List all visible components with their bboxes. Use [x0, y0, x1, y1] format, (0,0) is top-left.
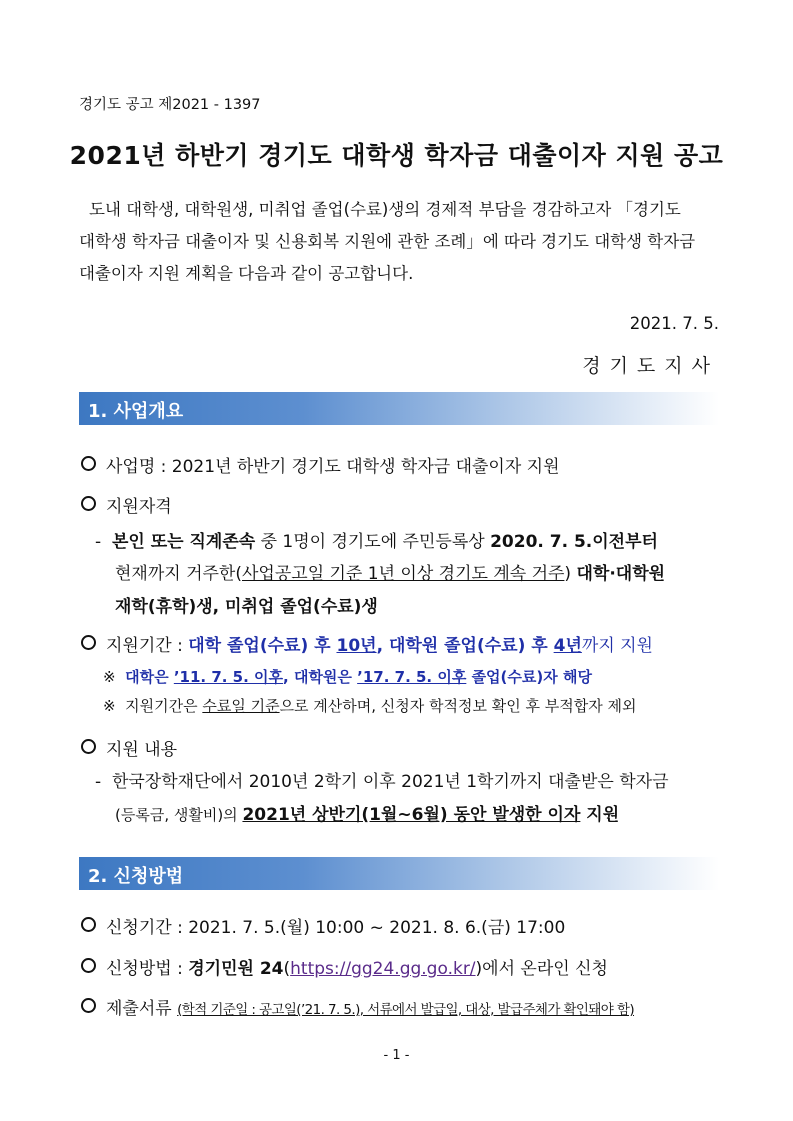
elig-residence-condition: 사업공고일 기준 1년 이상 경기도 계속 거주 [242, 564, 565, 584]
apply-period-text: 신청기간 : 2021. 7. 5.(월) 10:00 ~ 2021. 8. 6.(금) 17:00 [106, 918, 566, 938]
note1-college-date: ’11. 7. 5. 이후 [173, 668, 284, 686]
note-graduation-dates [103, 666, 592, 687]
note1-grad-date: ’17. 7. 5. 이후 [357, 668, 467, 686]
issuer-name: 경기도지사 [582, 355, 719, 377]
bullet-apply-period [81, 913, 565, 938]
period-text: 까지 지원 [581, 636, 653, 656]
method-text: 신청방법 : [106, 959, 189, 979]
elig-text: 중 1명이 경기도에 주민등록상 [255, 532, 491, 552]
dash-marker: - [95, 532, 102, 552]
method-portal-name: 경기민원 24 [188, 959, 284, 979]
dash-marker: - [95, 772, 102, 792]
section-2-header [79, 857, 719, 890]
circle-bullet-icon [81, 739, 96, 754]
period-text: , 대학원 졸업(수료) 후 [376, 636, 554, 656]
circle-bullet-icon [81, 958, 96, 973]
content-interest-period: 2021년 상반기(1월~6월) 동안 발생한 이자 [242, 805, 581, 825]
gg24-link[interactable]: https://gg24.gg.go.kr/ [290, 959, 476, 979]
note1-text: 졸업(수료)자 해당 [466, 668, 592, 686]
eligibility-line-2 [115, 559, 665, 584]
section-2-title: 2. 신청방법 [88, 866, 184, 887]
content-line-2 [115, 800, 619, 825]
note2-basis: 수료일 기준 [202, 697, 280, 715]
period-label: 지원기간 : [106, 636, 189, 656]
bullet-support-content [81, 735, 177, 760]
eligibility-label: 지원자격 [106, 497, 172, 517]
intro-line-2: 대학생 학자금 대출이자 및 신용회복 지원에 관한 조례」에 따라 경기도 대학생 학자금 [79, 232, 696, 251]
content-text: 한국장학재단에서 2010년 2학기 이후 2021년 1학기까지 대출받은 학자금 [111, 772, 669, 792]
circle-bullet-icon [81, 917, 96, 932]
circle-bullet-icon [81, 496, 96, 511]
note2-text: 지원기간은 [125, 697, 203, 715]
note-mark: ※ [103, 668, 116, 686]
eligibility-line-1 [95, 527, 658, 552]
intro-line-3: 대출이자 지원 계획을 다음과 같이 공고합니다. [79, 264, 414, 283]
period-text: 대학 졸업(수료) 후 [188, 636, 337, 656]
bullet-support-period [81, 631, 653, 656]
document-title: 2021년 하반기 경기도 대학생 학자금 대출이자 지원 공고 [69, 141, 724, 170]
method-text: ( [283, 959, 291, 979]
period-college-years: 10년 [336, 636, 377, 656]
note1-text: 대학은 [125, 668, 174, 686]
circle-bullet-icon [81, 998, 96, 1013]
intro-paragraph [79, 194, 719, 290]
bullet-apply-method [81, 954, 608, 979]
circle-bullet-icon [81, 635, 96, 650]
bullet-project-name [81, 452, 560, 477]
note2-text: 으로 계산하며, 신청자 학적정보 확인 후 부적합자 제외 [279, 697, 637, 715]
eligibility-line-3: 재학(휴학)생, 미취업 졸업(수료)생 [115, 597, 378, 617]
docs-label: 제출서류 [106, 999, 178, 1019]
bullet-eligibility [81, 492, 172, 517]
content-label: 지원 내용 [106, 740, 178, 760]
note-mark: ※ [103, 697, 116, 715]
content-line-1 [95, 767, 669, 792]
circle-bullet-icon [81, 456, 96, 471]
intro-line-1: 도내 대학생, 대학원생, 미취업 졸업(수료)생의 경제적 부담을 경감하고자 「경기도 [89, 200, 681, 219]
elig-school-type: 대학·대학원 [576, 564, 666, 584]
notice-date: 2021. 7. 5. [629, 314, 719, 333]
note-period-basis [103, 695, 637, 716]
elig-text: 현재까지 거주한( [115, 564, 242, 584]
content-text: (등록금, 생활비)의 [115, 806, 243, 824]
period-grad-years: 4년 [553, 636, 582, 656]
content-text: 지원 [580, 805, 620, 825]
note1-text: , 대학원은 [283, 668, 358, 686]
elig-date: 2020. 7. 5.이전부터 [490, 532, 658, 552]
docs-note: (학적 기준일 : 공고일(’21. 7. 5.), 서류에서 발급일, 대상, 발급주체가 확인돼야 함) [177, 1002, 635, 1018]
bullet-documents [81, 994, 634, 1019]
notice-number: 경기도 공고 제2021 - 1397 [79, 97, 261, 113]
project-name-text: 사업명 : 2021년 하반기 경기도 대학생 학자금 대출이자 지원 [106, 457, 560, 477]
section-1-header [79, 392, 719, 425]
page-number: - 1 - [383, 1048, 410, 1063]
section-1-title: 1. 사업개요 [88, 401, 184, 422]
elig-text: ) [564, 564, 577, 584]
elig-subject: 본인 또는 직계존속 [111, 532, 256, 552]
method-text: )에서 온라인 신청 [475, 959, 608, 979]
